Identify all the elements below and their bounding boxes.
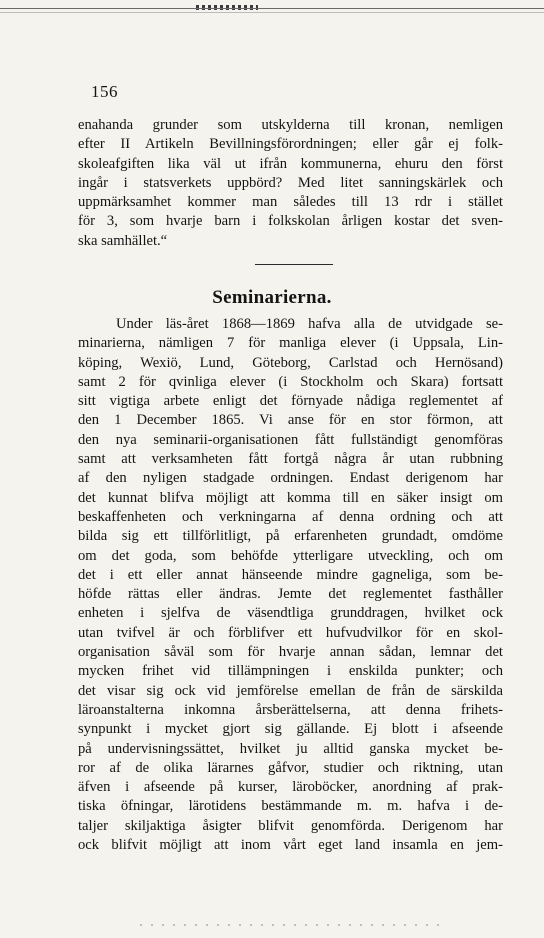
text-line: samt 2 för qvinliga elever (i Stockholm och Skara) fortsatt — [78, 373, 503, 390]
section-divider — [255, 264, 333, 265]
text-line: minarierna, nämligen 7 för manliga elever (i Uppsala, Lin- — [78, 335, 503, 352]
paragraph-2 — [78, 315, 503, 855]
text-line: efter II Artikeln Bevillningsförordningen; eller går ej folk- — [78, 136, 503, 153]
text-line: om det goda, som behöfde ytterligare utveckling, och om — [78, 547, 503, 564]
text-line: ror af de olika lärarnes gåfvor, studier och riktning, utan — [78, 759, 503, 776]
text-line: den nya seminarii-organisationen fått fullständigt genomföras — [78, 431, 503, 448]
text-line: af den nyligen stadgade ordningen. Endast derigenom har — [78, 470, 503, 487]
text-line: mycken frihet vid tillämpningen i enskilda punkter; och — [78, 663, 503, 680]
text-line: taljer skiljaktiga åsigter blifvit genomförda. Derigenom har — [78, 817, 503, 834]
text-line: det kunnat blifva möjligt att komma till en säker insigt om — [78, 489, 503, 506]
text-line: ingår i statsverkets uppbörd? Med litet sanningskärlek och — [78, 174, 503, 191]
page-edge-speckle — [140, 924, 440, 926]
text-line: tiska öfningar, lärotidens bestämmande m. m. hafva i de- — [78, 798, 503, 815]
text-line: beskaffenheten och verkningarna af denna ordning och att — [78, 508, 503, 525]
text-line: köping, Wexiö, Lund, Göteborg, Carlstad och Hernösand) — [78, 354, 503, 371]
text-line: för 3, som hvarje barn i folkskolan årligen kostar det sven- — [78, 213, 503, 230]
text-line: uppmärksamhet kommer man således till 13 rdr i stället — [78, 194, 503, 211]
text-line: ska samhället.“ — [78, 232, 168, 249]
text-line: det i ett eller annat hänseende mindre gagneliga, som be- — [78, 566, 503, 583]
text-line: samt att verksamheten fått fortgå några år utan rubbning — [78, 451, 503, 468]
text-line: organisation såväl som för hvarje annan sådan, lemnar det — [78, 644, 503, 661]
text-line: ock blifvit möjligt att inom vårt eget land insamla en jem- — [78, 837, 503, 854]
text-line: enahanda grunder som utskylderna till kronan, nemligen — [78, 117, 503, 133]
text-line: Under läs-året 1868—1869 hafva alla de utvidgade se- — [116, 316, 503, 332]
header-rule-secondary — [0, 12, 544, 13]
text-line: utan tvifvel är och förblifver ett hufvudvilkor för en skol- — [78, 624, 503, 641]
text-line: bilda sig ett tillförlitligt, på erfarenheten grundadt, omdöme — [78, 528, 503, 545]
text-line: synpunkt i mycket gjort sig gällande. Ej blott i afseende — [78, 721, 503, 738]
text-line: den 1 December 1865. Vi anse för en stor förmon, att — [78, 412, 503, 429]
text-line: det visar sig ock vid jemförelse emellan de från de särskilda — [78, 682, 503, 699]
header-rule — [0, 8, 544, 9]
text-line: sitt vigtiga arbete enligt det förnyade nådiga reglementet af — [78, 393, 503, 410]
text-line: äfven i afseende på kurser, läroböcker, anordning af prak- — [78, 779, 503, 796]
section-heading: Seminarierna. — [212, 287, 332, 308]
text-line: höfde rättas eller ändras. Jemte det reglementet fasthåller — [78, 586, 503, 603]
page-number: 156 — [91, 82, 118, 101]
text-line: enheten i sjelfva de väsendtliga grunddragen, hvilket ock — [78, 605, 503, 622]
text-line: på undervisningssättet, hvilket ju alltid ganska mycket be- — [78, 740, 503, 757]
text-line: läroanstalterna inkomna årsberättelserna, att denna frihets- — [78, 701, 503, 718]
paragraph-1 — [78, 116, 503, 251]
text-line: skoleafgiften lika väl ut ifrån kommunerna, ehuru den först — [78, 155, 503, 172]
